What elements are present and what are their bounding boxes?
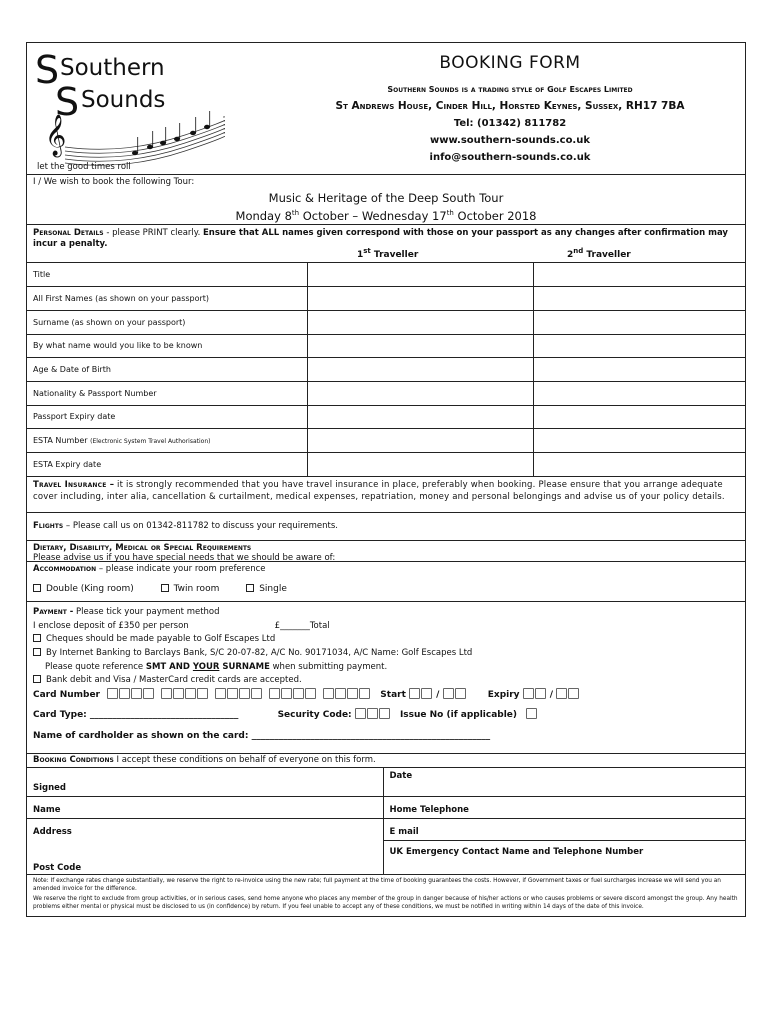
- company-name: Southern Sounds is a trading style of Golf Escapes Limited: [387, 85, 633, 94]
- address-continuation-field[interactable]: [27, 840, 383, 860]
- accommodation-label: Accommodation: [33, 564, 97, 575]
- issue-no-input[interactable]: [526, 710, 538, 720]
- table-row: [27, 768, 745, 796]
- row-label: ESTA Expiry date: [27, 453, 307, 477]
- table-row: [27, 453, 745, 477]
- row-label: Age & Date of Birth: [27, 358, 307, 382]
- row-label: All First Names (as shown on your passport): [27, 287, 307, 311]
- travel-insurance-section: [27, 477, 745, 513]
- esta-note: (Electronic System Travel Authorisation): [90, 438, 211, 446]
- traveller-2-title-field[interactable]: [533, 263, 745, 287]
- company-info: [275, 53, 745, 166]
- music-staff-icon: [65, 117, 225, 165]
- row-label: Nationality & Passport Number: [27, 381, 307, 405]
- table-row: [27, 405, 745, 429]
- total-field[interactable]: £_______Total: [274, 620, 330, 631]
- card-number-input[interactable]: [107, 690, 380, 700]
- room-option-double[interactable]: Double (King room): [33, 584, 134, 594]
- traveller-1-header: 1st Traveller: [357, 247, 419, 260]
- checkbox-icon: [33, 648, 41, 656]
- table-row: [27, 796, 745, 818]
- room-option-single[interactable]: Single: [246, 584, 287, 594]
- start-label: Start: [380, 689, 406, 700]
- traveller-1-title-field[interactable]: [307, 263, 533, 287]
- treble-clef-icon: 𝄞: [45, 115, 67, 156]
- emergency-contact-field[interactable]: UK Emergency Contact Name and Telephone Number: [383, 840, 745, 860]
- flights-label: Flights: [33, 521, 64, 532]
- personal-details-header: Personal Details - please PRINT clearly. Ensure that ALL names given correspond with those on your passport as any changes after confirmation may incur a penalty. 1st Traveller 2nd Traveller: [27, 225, 745, 263]
- booking-form: [26, 42, 746, 917]
- checkbox-icon: [246, 584, 254, 592]
- table-row: [27, 840, 745, 860]
- traveller-1-first-names-field[interactable]: [307, 287, 533, 311]
- passport-warning: Ensure that ALL names given correspond with those on your passport as any changes after confirmation may incur a penalty.: [33, 228, 728, 249]
- expiry-label: Expiry: [487, 689, 520, 700]
- flights-section: [27, 513, 745, 541]
- personal-details-table: [27, 263, 745, 477]
- start-date-input[interactable]: /: [409, 690, 467, 700]
- company-email: info@southern-sounds.co.uk: [429, 152, 591, 163]
- cardholder-name-field[interactable]: Name of cardholder as shown on the card: _____________________________________________________: [33, 730, 491, 741]
- traveller-2-header: 2nd Traveller: [567, 247, 631, 260]
- payment-option-bank[interactable]: By Internet Banking to Barclays Bank, S/C 20-07-82, A/C No. 90171034, A/C Name: Golf Escapes Ltd: [33, 647, 739, 661]
- traveller-2-dob-field[interactable]: [533, 358, 745, 382]
- signature-table: [27, 768, 745, 875]
- traveller-1-known-as-field[interactable]: [307, 334, 533, 358]
- email-field[interactable]: E mail: [383, 818, 745, 840]
- dietary-label: Dietary, Disability, Medical or Special Requirements: [33, 543, 252, 554]
- card-type-field[interactable]: Card Type: _________________________________: [33, 709, 239, 720]
- insurance-label: Travel Insurance –: [33, 480, 115, 491]
- issue-no-label: Issue No (if applicable): [399, 709, 518, 720]
- card-type-row: [33, 708, 739, 728]
- company-address: St Andrews House, Cinder Hill, Horsted Keynes, Sussex, RH17 7BA: [335, 100, 685, 112]
- payment-label: Payment -: [33, 607, 74, 618]
- traveller-1-passport-field[interactable]: [307, 381, 533, 405]
- payment-text: Please tick your payment method: [73, 607, 220, 618]
- southern-sounds-logo: [35, 47, 225, 171]
- traveller-1-dob-field[interactable]: [307, 358, 533, 382]
- row-label: Surname (as shown on your passport): [27, 310, 307, 334]
- traveller-2-passport-field[interactable]: [533, 381, 745, 405]
- personal-details-label: Personal Details: [33, 228, 104, 238]
- traveller-1-esta-expiry-field[interactable]: [307, 453, 533, 477]
- deposit-text: I enclose deposit of £350 per person: [33, 620, 189, 631]
- accommodation-section: [27, 562, 745, 602]
- svg-text:S: S: [55, 80, 80, 124]
- booking-conditions-label: Booking Conditions: [33, 755, 114, 766]
- tour-name: Music & Heritage of the Deep South Tour: [268, 191, 504, 205]
- logo-line1: Southern: [60, 55, 165, 81]
- company-web: www.southern-sounds.co.uk: [429, 135, 591, 146]
- payment-reference: Please quote reference SMT AND YOUR SURNAME when submitting payment.: [45, 661, 388, 672]
- name-field[interactable]: Name: [27, 796, 383, 818]
- table-row: [27, 334, 745, 358]
- card-number-row: [33, 688, 739, 708]
- logo-line2: Sounds: [81, 87, 166, 113]
- checkbox-icon: [161, 584, 169, 592]
- svg-text:S: S: [35, 48, 60, 92]
- checkbox-icon: [33, 675, 41, 683]
- row-label: Passport Expiry date: [27, 405, 307, 429]
- table-row: [27, 263, 745, 287]
- traveller-2-surname-field[interactable]: [533, 310, 745, 334]
- traveller-2-first-names-field[interactable]: [533, 287, 745, 311]
- row-label: By what name would you like to be known: [27, 334, 307, 358]
- note-exclusion: We reserve the right to exclude from group activities, or in serious cases, send home anyone who places any member of the group in danger because of his/her actions or who causes problems or severe discord amongst the group. Any health problems either mental or physical must be disclosed to us (in confidence) by return. If you feel unable to accept any of these conditions, we must be notified in writing within 14 days of the date of this invoice.: [33, 896, 738, 910]
- traveller-2-esta-field[interactable]: [533, 429, 745, 453]
- security-code-label: Security Code:: [277, 709, 352, 720]
- booking-conditions-section: [27, 754, 745, 768]
- emergency-contact-value[interactable]: [383, 860, 745, 874]
- traveller-1-esta-field[interactable]: [307, 429, 533, 453]
- signed-field[interactable]: Signed: [27, 768, 383, 796]
- tour-section: [27, 175, 745, 225]
- note-exchange-rates: Note: If exchange rates change substantially, we reserve the right to re-invoice using the new rate; full payment at the time of booking guarantees the costs. However, if Government taxes or fuel surcharges increase we will send you an amended invoice for the difference.: [33, 878, 721, 892]
- row-label: Title: [33, 270, 51, 280]
- checkbox-icon: [33, 584, 41, 592]
- room-option-twin[interactable]: Twin room: [161, 584, 220, 594]
- notes-section: [27, 875, 745, 915]
- dietary-section[interactable]: [27, 541, 745, 562]
- traveller-2-passport-expiry-field[interactable]: [533, 405, 745, 429]
- traveller-1-surname-field[interactable]: [307, 310, 533, 334]
- insurance-text: it is strongly recommended that you have travel insurance in place, preferably when booking. Please ensure that you arrange adequate cover including, inter alia, cancellation & curtailment, medical expenses, repatriation, money and personal belongings and advise us of your policy details.: [33, 480, 725, 502]
- table-row: [27, 310, 745, 334]
- table-row: [27, 287, 745, 311]
- table-row: [27, 358, 745, 382]
- booking-conditions-text: I accept these conditions on behalf of everyone on this form.: [113, 755, 376, 766]
- date-field[interactable]: Date: [389, 771, 413, 782]
- checkbox-icon: [33, 634, 41, 642]
- traveller-2-known-as-field[interactable]: [533, 334, 745, 358]
- company-tel: Tel: (01342) 811782: [453, 118, 567, 129]
- payment-section: [27, 602, 745, 754]
- table-row: [27, 818, 745, 840]
- form-title: BOOKING FORM: [439, 53, 581, 73]
- accommodation-text: – please indicate your room preference: [96, 564, 266, 575]
- address-field[interactable]: Address: [27, 818, 383, 840]
- traveller-2-esta-expiry-field[interactable]: [533, 453, 745, 477]
- table-row: [27, 860, 745, 874]
- card-number-label: Card Number: [33, 689, 100, 700]
- music-notes-icon: [132, 111, 210, 155]
- tour-intro: I / We wish to book the following Tour:: [33, 177, 195, 187]
- table-row: [27, 429, 745, 453]
- tour-name-block: [27, 191, 745, 224]
- tour-dates: Monday 8th October – Wednesday 17th October 2018: [235, 208, 537, 223]
- form-header: [27, 43, 745, 175]
- home-telephone-field[interactable]: Home Telephone: [383, 796, 745, 818]
- traveller-1-passport-expiry-field[interactable]: [307, 405, 533, 429]
- logo-tagline: let the good times roll: [37, 162, 131, 171]
- table-row: [27, 381, 745, 405]
- post-code-field[interactable]: Post Code: [27, 860, 383, 874]
- dietary-text: Please advise us if you have special needs that we should be aware of:: [33, 553, 336, 564]
- expiry-date-input[interactable]: /: [523, 690, 581, 700]
- payment-option-card[interactable]: Bank debit and Visa / MasterCard credit cards are accepted.: [33, 674, 739, 688]
- row-label: ESTA Number: [33, 436, 88, 446]
- payment-option-cheque[interactable]: Cheques should be made payable to Golf Escapes Ltd: [33, 633, 739, 647]
- flights-text: – Please call us on 01342-811782 to discuss your requirements.: [63, 521, 338, 532]
- security-code-input[interactable]: [355, 710, 391, 720]
